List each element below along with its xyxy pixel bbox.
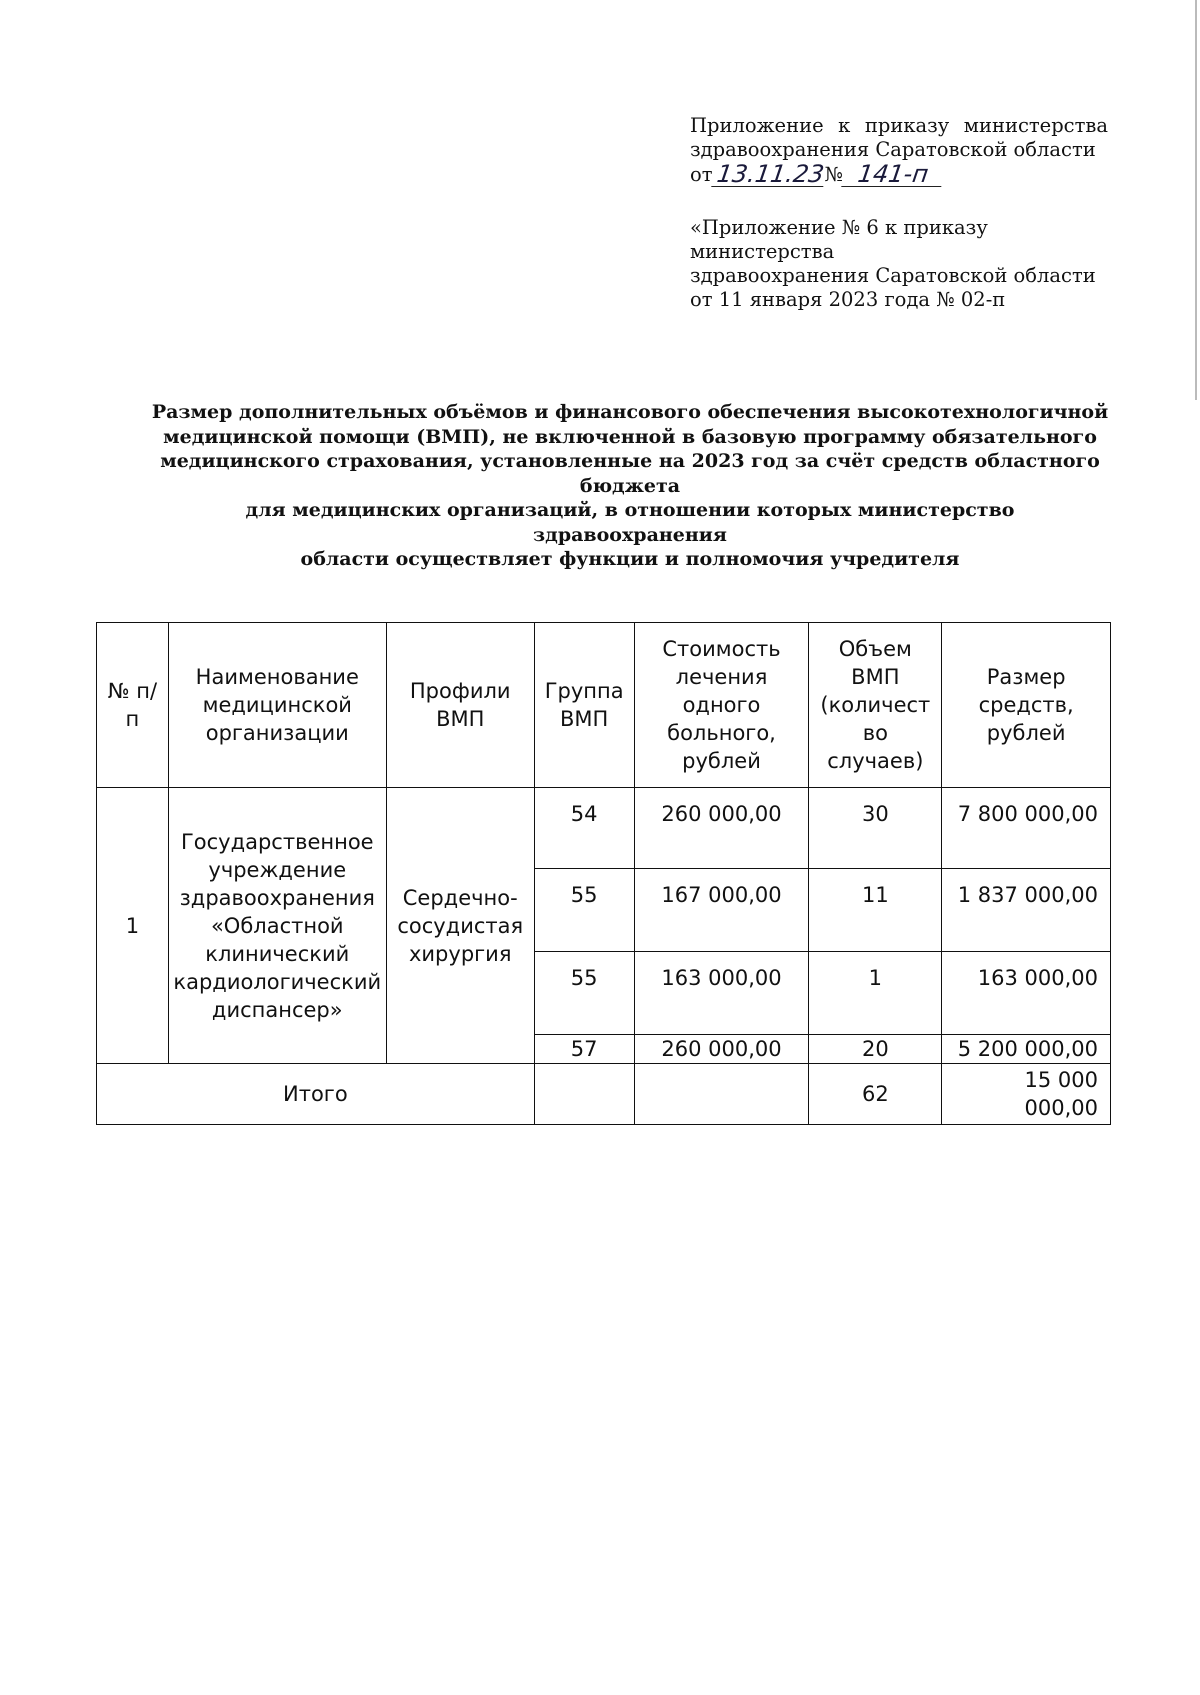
reference-line-1: «Приложение № 6 к приказу министерства bbox=[690, 216, 988, 263]
reference-line-2: здравоохранения Саратовской области bbox=[690, 264, 1096, 287]
appendix-line-2: здравоохранения Саратовской области bbox=[690, 138, 1096, 161]
header-amount: Размер средств, рублей bbox=[942, 623, 1111, 788]
title-line-2: медицинской помощи (ВМП), не включенной в базовую программу обязательного bbox=[163, 425, 1097, 448]
header-profile: Профили ВМП bbox=[386, 623, 534, 788]
cell-volume: 11 bbox=[809, 869, 942, 952]
total-cost bbox=[634, 1064, 809, 1125]
cell-cost: 167 000,00 bbox=[634, 869, 809, 952]
header-volume: Объем ВМП (количест во случаев) bbox=[809, 623, 942, 788]
header-group: Группа ВМП bbox=[534, 623, 634, 788]
title-line-4: для медицинских организаций, в отношении которых министерство здравоохранения bbox=[245, 499, 1015, 546]
appendix-note bbox=[690, 114, 1108, 187]
cell-amount: 163 000,00 bbox=[942, 952, 1111, 1035]
handwritten-number: 141-п bbox=[841, 162, 945, 187]
reference-note bbox=[690, 216, 1108, 312]
header-cost: Стоимость лечения одного больного, рублей bbox=[634, 623, 809, 788]
header-org: Наименование медицинской организации bbox=[168, 623, 386, 788]
document-title bbox=[150, 400, 1110, 572]
table-total-row bbox=[97, 1064, 1111, 1125]
reference-line-3: от 11 января 2023 года № 02-п bbox=[690, 288, 1006, 311]
header-num: № п/п bbox=[97, 623, 169, 788]
from-label: от bbox=[690, 163, 713, 186]
cell-group: 57 bbox=[534, 1035, 634, 1064]
appendix-date-line bbox=[690, 162, 1108, 187]
cell-group: 55 bbox=[534, 869, 634, 952]
vmp-table bbox=[96, 622, 1111, 1125]
cell-group: 55 bbox=[534, 952, 634, 1035]
cell-profile: Сердечно-сосудистая хирургия bbox=[386, 788, 534, 1064]
cell-group: 54 bbox=[534, 788, 634, 869]
handwritten-date: 13.11.23 bbox=[711, 162, 827, 187]
total-label: Итого bbox=[97, 1064, 535, 1125]
cell-amount: 5 200 000,00 bbox=[942, 1035, 1111, 1064]
cell-volume: 20 bbox=[809, 1035, 942, 1064]
cell-cost: 260 000,00 bbox=[634, 1035, 809, 1064]
cell-cost: 163 000,00 bbox=[634, 952, 809, 1035]
total-amount: 15 000 000,00 bbox=[942, 1064, 1111, 1125]
cell-cost: 260 000,00 bbox=[634, 788, 809, 869]
title-line-1: Размер дополнительных объёмов и финансового обеспечения высокотехнологичной bbox=[151, 401, 1109, 423]
title-line-3: медицинского страхования, установленные на 2023 год за счёт средств областного бюджета bbox=[160, 450, 1100, 497]
table-header-row bbox=[97, 623, 1111, 788]
cell-amount: 7 800 000,00 bbox=[942, 788, 1111, 869]
cell-amount: 1 837 000,00 bbox=[942, 869, 1111, 952]
number-label: № bbox=[824, 163, 843, 186]
cell-org: Государственное учреждение здравоохранения «Областной клинический кардиологический диспансер» bbox=[168, 788, 386, 1064]
cell-volume: 1 bbox=[809, 952, 942, 1035]
cell-volume: 30 bbox=[809, 788, 942, 869]
total-volume: 62 bbox=[809, 1064, 942, 1125]
scan-edge-line bbox=[1195, 0, 1197, 400]
table-row bbox=[97, 788, 1111, 869]
cell-num: 1 bbox=[97, 788, 169, 1064]
appendix-line-1: Приложение к приказу министерства bbox=[690, 114, 1108, 137]
total-group bbox=[534, 1064, 634, 1125]
title-line-5: области осуществляет функции и полномочия учредителя bbox=[300, 548, 960, 570]
